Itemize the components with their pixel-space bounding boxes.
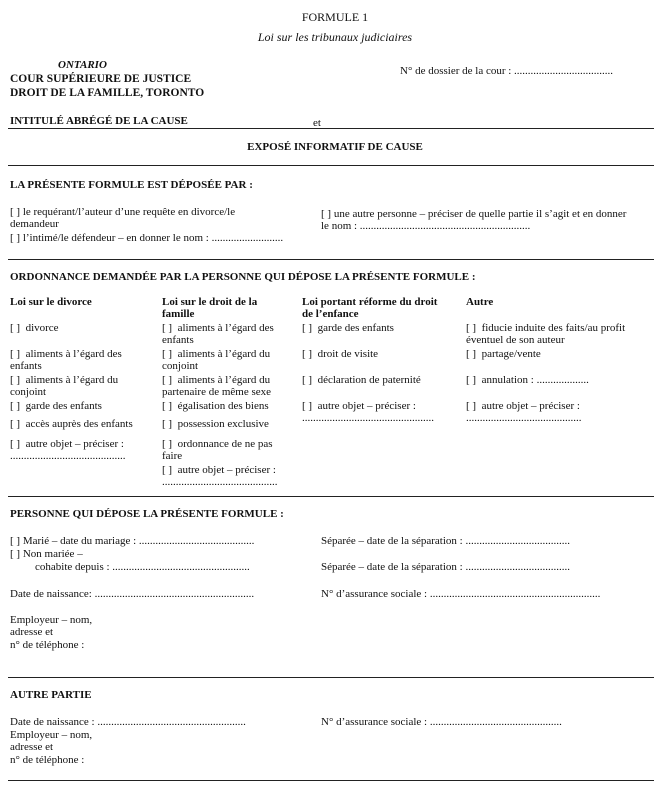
order-option[interactable]: [ ] autre objet – préciser : ..........................................: [466, 400, 582, 425]
order-option[interactable]: [ ] égalisation des biens: [162, 400, 269, 412]
order-option[interactable]: [ ] garde des enfants: [10, 400, 102, 412]
option-other-person[interactable]: [321, 208, 626, 233]
divider: [8, 780, 654, 781]
order-option[interactable]: [ ] aliments à l’égard du conjoint: [162, 348, 271, 373]
order-option[interactable]: [ ] garde des enfants: [302, 322, 394, 334]
separated-date-field[interactable]: Séparée – date de la séparation : ......................................: [321, 535, 570, 547]
order-option[interactable]: [ ] droit de visite: [302, 348, 379, 360]
divider: [8, 259, 654, 260]
order-requested-title: ORDONNANCE DEMANDÉE PAR LA PERSONNE QUI DÉPOSE LA PRÉSENTE FORMULE :: [10, 271, 476, 283]
other-birth-date-field[interactable]: Date de naissance : ......................................................: [10, 716, 246, 728]
col-heading: Loi sur le droit de la famille: [162, 296, 258, 321]
option-applicant-line2: demandeur: [10, 218, 59, 231]
sin-field[interactable]: N° d’assurance sociale : ..............................................................: [321, 588, 601, 600]
col-other: [466, 296, 656, 308]
divider: [8, 128, 654, 129]
employer-field[interactable]: Employeur – nom, adresse et n° de téléphone :: [10, 614, 93, 651]
other-party-title: AUTRE PARTIE: [10, 689, 92, 701]
short-title-label: INTITULÉ ABRÉGÉ DE LA CAUSE: [10, 115, 188, 127]
order-option[interactable]: [ ] autre objet – préciser : ................................................: [302, 400, 434, 425]
order-option[interactable]: [ ] aliments à l’égard du partenaire de même sexe: [162, 374, 272, 399]
col-divorce-act: [10, 296, 160, 308]
form-number: FORMULE 1: [301, 10, 369, 24]
order-option[interactable]: [ ] accès auprès des enfants: [10, 418, 133, 430]
option-other-line2: le nom : ..............................................................: [321, 220, 531, 233]
and-label: et: [313, 117, 321, 129]
separated-date-field[interactable]: Séparée – date de la séparation : ......................................: [321, 561, 570, 573]
other-employer-field[interactable]: Employeur – nom, adresse et n° de téléphone :: [10, 729, 93, 766]
court-name: COUR SUPÉRIEURE DE JUSTICE: [10, 73, 192, 85]
married-field[interactable]: [ ] Marié – date du mariage : ..........................................: [10, 535, 255, 547]
order-option[interactable]: [ ] autre objet – préciser : ..........................................: [10, 438, 126, 463]
order-option[interactable]: [ ] fiducie induite des faits/au profit éventuel de son auteur: [466, 322, 626, 347]
col-family-law-act: [162, 296, 302, 321]
option-respondent[interactable]: [ ] l’intimé/le défendeur – en donner le nom : ..........................: [10, 232, 284, 244]
order-option[interactable]: [ ] possession exclusive: [162, 418, 269, 430]
option-other-line1: [ ] une autre personne – préciser de quelle partie il s’agit et en donner: [321, 208, 627, 220]
province: ONTARIO: [58, 59, 107, 71]
court-location: DROIT DE LA FAMILLE, TORONTO: [10, 87, 205, 99]
order-option[interactable]: [ ] ordonnance de ne pas faire: [162, 438, 273, 463]
divider: [8, 165, 654, 166]
court-file-number-field[interactable]: N° de dossier de la cour : ....................................: [400, 65, 614, 77]
person-filing-title: PERSONNE QUI DÉPOSE LA PRÉSENTE FORMULE :: [10, 508, 284, 520]
document-title: EXPOSÉ INFORMATIF DE CAUSE: [247, 141, 423, 153]
order-option[interactable]: [ ] annulation : ...................: [466, 374, 589, 386]
divider: [8, 496, 654, 497]
order-option[interactable]: [ ] divorce: [10, 322, 59, 334]
order-option[interactable]: [ ] aliments à l’égard des enfants: [162, 322, 274, 347]
law-title: Loi sur les tribunaux judiciaires: [257, 30, 413, 44]
unmarried-option[interactable]: [ ] Non mariée –: [10, 548, 83, 560]
other-sin-field[interactable]: N° d’assurance sociale : ................................................: [321, 716, 562, 728]
col-heading: Autre: [466, 296, 494, 308]
cohabiting-since-field[interactable]: cohabite depuis : ..................................................: [35, 561, 250, 573]
order-option[interactable]: [ ] aliments à l’égard du conjoint: [10, 374, 119, 399]
col-heading: Loi sur le divorce: [10, 296, 92, 308]
order-option[interactable]: [ ] aliments à l’égard des enfants: [10, 348, 122, 373]
col-heading: Loi portant réforme du droit de l’enfance: [302, 296, 438, 321]
order-option[interactable]: [ ] autre objet – préciser : ..........................................: [162, 464, 278, 489]
order-option[interactable]: [ ] déclaration de paternité: [302, 374, 421, 386]
col-childrens-law-reform: [302, 296, 462, 321]
order-option[interactable]: [ ] partage/vente: [466, 348, 541, 360]
birth-date-field[interactable]: Date de naissance: ..........................................................: [10, 588, 255, 600]
filed-by-title: LA PRÉSENTE FORMULE EST DÉPOSÉE PAR :: [10, 179, 253, 191]
option-applicant-line1: [ ] le requérant/l’auteur d’une requête en divorce/le: [10, 206, 236, 218]
option-applicant[interactable]: [10, 206, 235, 231]
divider: [8, 677, 654, 678]
